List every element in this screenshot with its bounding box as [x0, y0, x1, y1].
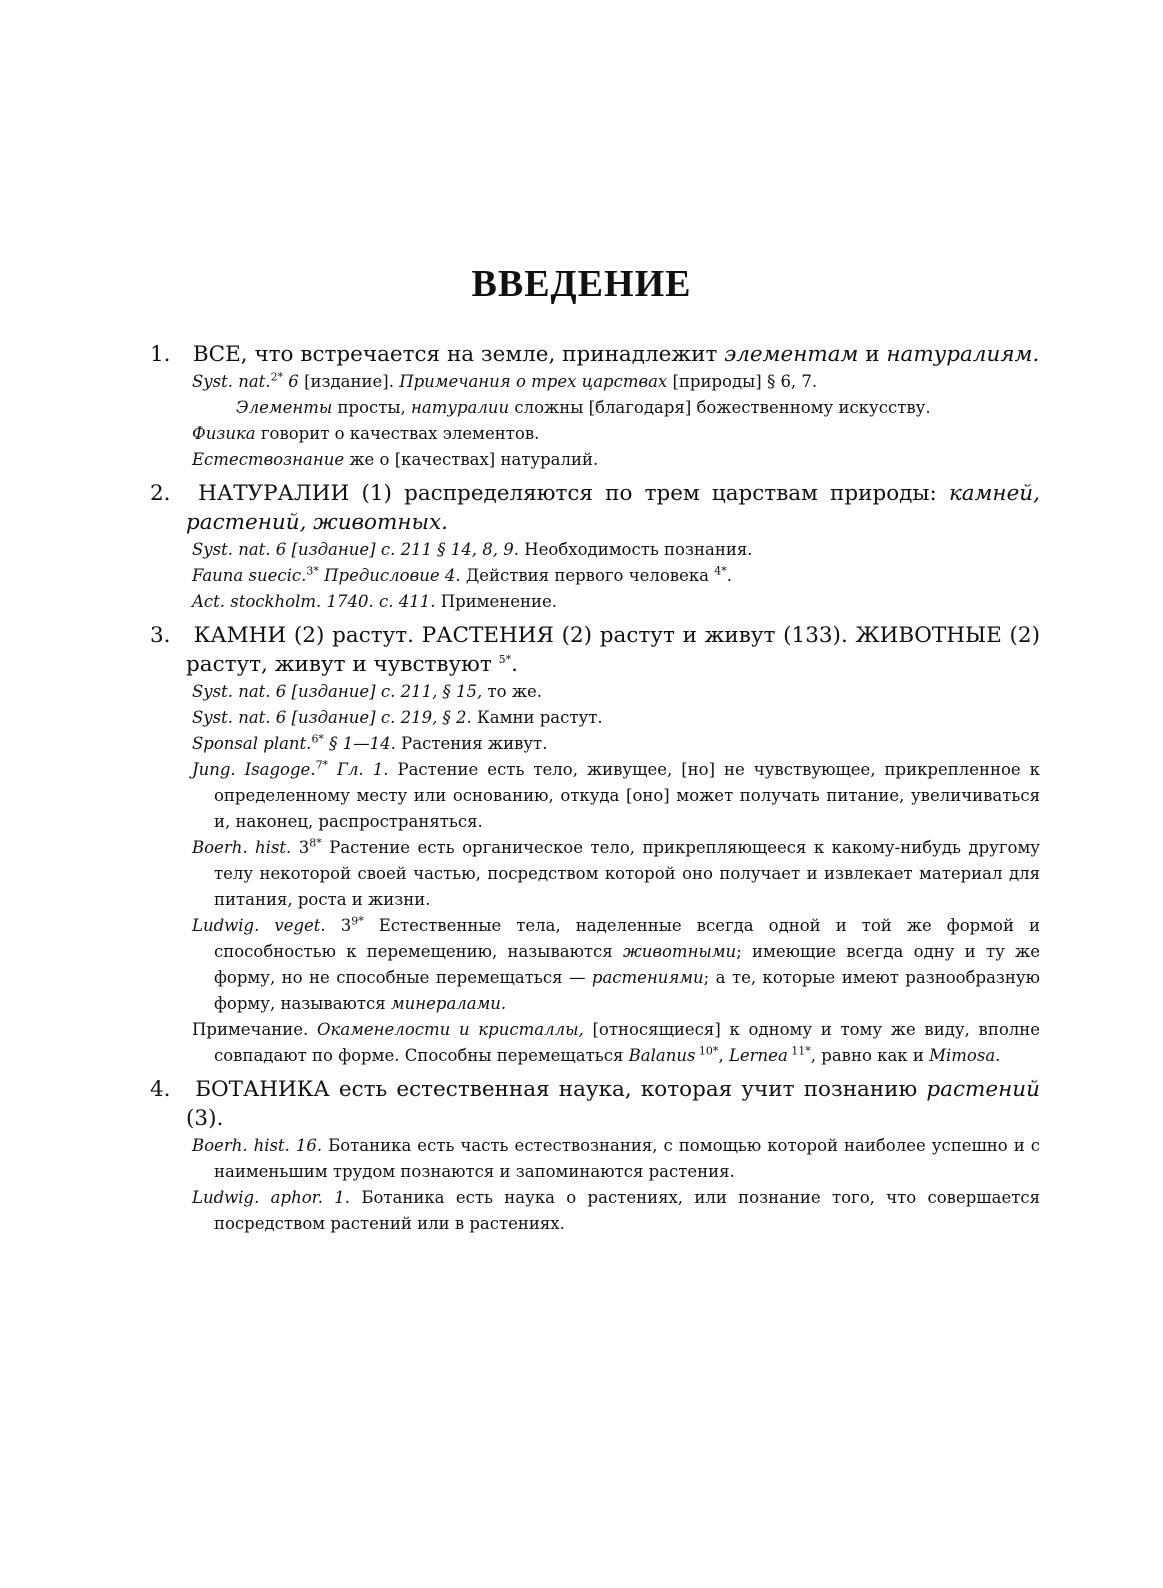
text-span: КАМНИ (2) растут. РАСТЕНИЯ (2) растут и живут (133). ЖИВОТНЫЕ (2) растут, живут и чувствуют: [186, 623, 1040, 677]
italic-span: Примечания о трех царствах: [399, 372, 668, 391]
text-span: БОТАНИКА есть естественная наука, которая учит познанию: [186, 1077, 927, 1102]
citation-source: Ludwig. veget.: [192, 916, 326, 935]
italic-span: растений: [926, 1077, 1040, 1102]
text-span: ; а те, которые имеют разнообразную форму, называются: [214, 968, 1040, 1013]
text-span: Ботаника есть часть естествознания, с помощью которой наиболее успешно и с наименьшим трудом познаются и запоминаются растения.: [214, 1136, 1040, 1181]
footnote-mark: 11*: [787, 1044, 811, 1058]
citation: [150, 421, 1040, 447]
text-span: Растения живут.: [395, 734, 548, 753]
citation: [150, 679, 1040, 705]
paragraph-4-main: [150, 1075, 1040, 1133]
italic-span: натуралиям.: [886, 342, 1040, 367]
citation: [150, 395, 1040, 421]
text-span: НАТУРАЛИИ (1) распределяются по трем царствам природы:: [186, 481, 949, 506]
italic-span: Lernea: [728, 1046, 788, 1065]
footnote-mark: 4*: [714, 564, 727, 578]
paragraph-1: [150, 340, 1040, 473]
paragraph-number: 1.: [150, 342, 171, 367]
text-span: Ботаника есть наука о растениях, или познание того, что совершается посредством растений или в растениях.: [214, 1188, 1041, 1233]
italic-span: элементам: [724, 342, 859, 367]
footnote-mark: 6*: [311, 732, 324, 746]
italic-span: Физика: [192, 424, 256, 443]
footnote-mark: 9*: [351, 914, 364, 928]
italic-span: животными: [623, 942, 737, 961]
text-span: Необходимость познания.: [519, 540, 753, 559]
citation: [150, 447, 1040, 473]
text-span: 3: [291, 838, 310, 857]
citation: [150, 537, 1040, 563]
text-span: Естественные тела, наделенные всегда одной и той же формой и способностью к перемещению, называются: [214, 916, 1040, 961]
paragraph-2-main: [150, 479, 1040, 537]
text-span: , равно как и: [810, 1046, 930, 1065]
footnote-mark: 5*: [498, 652, 512, 666]
italic-span: Окаменелости и кристаллы,: [317, 1020, 584, 1039]
italic-span: 6: [283, 372, 305, 391]
citation: [150, 369, 1040, 395]
citation: [150, 705, 1040, 731]
italic-span: Гл. 1.: [328, 760, 389, 779]
footnote-mark: 7*: [315, 758, 329, 772]
italic-span: Предисловие 4.: [318, 566, 461, 585]
text-span: [издание].: [304, 372, 400, 391]
text-span: говорит о качествах элементов.: [255, 424, 540, 443]
citation-source: Syst. nat. 6 [издание] с. 211, § 15,: [192, 682, 483, 701]
text-span: Действия первого человека: [460, 566, 715, 585]
italic-span: растениями: [591, 968, 704, 987]
italic-span: натуралии: [411, 398, 510, 417]
citation-source: Jung. Isagoge.: [192, 760, 316, 779]
text-span: .: [511, 652, 518, 677]
citation: [150, 835, 1040, 913]
paragraph-number: 3.: [150, 623, 171, 648]
text-span: [относящиеся] к одному и тому же виду, вполне совпадают по форме. Способны перемещаться: [214, 1020, 1041, 1065]
citation-source: Sponsal plant.: [192, 734, 312, 753]
citation-source: Fauna suecic.: [192, 566, 307, 585]
italic-span: § 1—14.: [323, 734, 396, 753]
text-span: ; имеющие всегда одну и ту же форму, но не способные перемещаться —: [214, 942, 1040, 987]
citation: [150, 563, 1040, 589]
citation-source: Syst. nat.: [192, 372, 271, 391]
citation: [150, 1185, 1040, 1237]
note-label: Примечание.: [192, 1020, 318, 1039]
citation: [150, 757, 1040, 835]
footnote-mark: 3*: [306, 564, 319, 578]
citation-source: Act. stockholm. 1740. с. 411.: [192, 592, 436, 611]
italic-span: Balanus: [628, 1046, 696, 1065]
text-span: Растение есть тело, живущее, [но] не чувствующее, прикрепленное к определенному месту или основанию, откуда [оно] может получать питание, увеличиваться и, наконец, распространяться.: [214, 760, 1040, 831]
citation-source: Syst. nat. 6 [издание] с. 219, § 2.: [192, 708, 472, 727]
paragraph-3: [150, 621, 1040, 1069]
text-span: 3: [325, 916, 352, 935]
italic-span: Элементы: [236, 398, 333, 417]
text-span: [природы] § 6, 7.: [667, 372, 818, 391]
text-span: ВСЕ, что встречается на земле, принадлежит: [186, 342, 725, 367]
text-span: просты,: [332, 398, 412, 417]
citation-source: Boerh. hist.: [192, 838, 292, 857]
italic-span: Естествознание: [192, 450, 345, 469]
citation-source: Boerh. hist. 16.: [192, 1136, 323, 1155]
text-span: ,: [718, 1046, 729, 1065]
text-span: же о [качествах] натуралий.: [344, 450, 599, 469]
citation: [150, 589, 1040, 615]
citation-source: Syst. nat. 6 [издание] с. 211 § 14, 8, 9.: [192, 540, 520, 559]
italic-span: минералами.: [390, 994, 507, 1013]
italic-span: Mimosa.: [929, 1046, 1001, 1065]
citation: [150, 913, 1040, 1017]
paragraph-3-main: [150, 621, 1040, 679]
text-body: [150, 340, 1040, 1243]
text-span: Применение.: [435, 592, 558, 611]
page-title: ВВЕДЕНИЕ: [471, 263, 692, 305]
text-span: (3).: [186, 1106, 224, 1131]
text-span: то же.: [482, 682, 543, 701]
paragraph-2: [150, 479, 1040, 615]
footnote-mark: 2*: [270, 370, 284, 384]
text-span: Растение есть органическое тело, прикрепляющееся к какому-нибудь другому телу некоторой своей частью, посредством которой оно получает и извлекает материал для питания, роста и жизни.: [214, 838, 1040, 909]
text-span: .: [726, 566, 732, 585]
citation: [150, 1133, 1040, 1185]
text-span: сложны [благодаря] божественному искусству.: [509, 398, 931, 417]
text-span: Камни растут.: [471, 708, 603, 727]
note: [150, 1017, 1040, 1069]
citation: [150, 731, 1040, 757]
paragraph-1-main: [150, 340, 1040, 369]
citation-source: Ludwig. aphor. 1.: [192, 1188, 351, 1207]
footnote-mark: 10*: [695, 1044, 719, 1058]
footnote-mark: 8*: [309, 836, 322, 850]
text-span: и: [858, 342, 887, 367]
italic-span: камней, растений, животных.: [186, 481, 1040, 535]
paragraph-number: 4.: [150, 1077, 171, 1102]
paragraph-number: 2.: [150, 481, 171, 506]
paragraph-4: [150, 1075, 1040, 1237]
